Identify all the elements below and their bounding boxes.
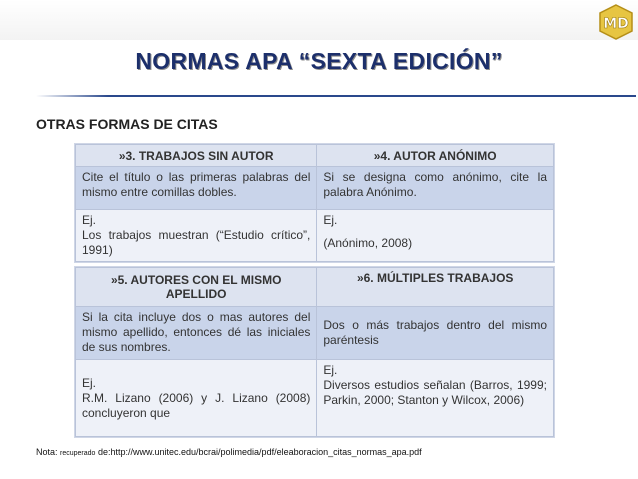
description-trabajos-sin-autor: Cite el título o las primeras palabras del mismo entre comillas dobles. bbox=[76, 167, 317, 210]
header-autores-mismo-apellido: »5. AUTORES CON EL MISMO APELLIDO bbox=[76, 268, 317, 307]
note-url: de:http://www.unitec.edu/bcrai/polimedia/pdf/eleaboracion_citas_normas_apa.pdf bbox=[97, 447, 422, 457]
example-multiples-trabajos bbox=[317, 360, 554, 437]
table-header-row bbox=[76, 268, 554, 307]
table-row-example bbox=[76, 210, 554, 262]
example-text: (Anónimo, 2008) bbox=[323, 236, 413, 250]
description-autor-anonimo: Si se designa como anónimo, cite la palabra Anónimo. bbox=[317, 167, 554, 210]
example-autores-mismo-apellido bbox=[76, 360, 317, 437]
top-band bbox=[0, 0, 638, 40]
header-multiples-trabajos: »6. MÚLTIPLES TRABAJOS bbox=[317, 268, 554, 307]
section-subtitle: OTRAS FORMAS DE CITAS bbox=[36, 116, 218, 132]
description-multiples-trabajos: Dos o más trabajos dentro del mismo paréntesis bbox=[317, 307, 554, 360]
note-prefix: Nota: bbox=[36, 447, 58, 457]
example-text: Diversos estudios señalan (Barros, 1999; Parkin, 2000; Stanton y Wilcox, 2006) bbox=[323, 378, 547, 407]
header-trabajos-sin-autor: »3. TRABAJOS SIN AUTOR bbox=[76, 145, 317, 167]
table-header-row bbox=[76, 145, 554, 167]
example-text: R.M. Lizano (2006) y J. Lizano (2008) concluyeron que bbox=[82, 390, 311, 420]
citation-table-2 bbox=[74, 266, 555, 438]
note-recuperado: recuperado bbox=[60, 450, 96, 457]
description-autores-mismo-apellido: Si la cita incluye dos o mas autores del mismo apellido, entonces dé las iniciales de sus nombres. bbox=[76, 307, 317, 360]
table-row-description bbox=[76, 167, 554, 210]
example-text: Los trabajos muestran (“Estudio crítico”, 1991) bbox=[82, 228, 311, 257]
logo-text: MD bbox=[603, 16, 629, 32]
md-logo bbox=[598, 4, 634, 40]
table-row-description bbox=[76, 307, 554, 360]
header-autor-anonimo: »4. AUTOR ANÓNIMO bbox=[317, 145, 554, 167]
example-label: Ej. bbox=[323, 363, 338, 377]
example-label: Ej. bbox=[82, 375, 97, 390]
title-underline bbox=[36, 95, 636, 97]
example-label: Ej. bbox=[82, 213, 97, 227]
example-trabajos-sin-autor bbox=[76, 210, 317, 262]
example-autor-anonimo bbox=[317, 210, 554, 262]
citation-table-1 bbox=[74, 143, 555, 263]
example-label: Ej. bbox=[323, 213, 338, 227]
page-title: NORMAS APA “SEXTA EDICIÓN” bbox=[135, 48, 503, 74]
table-row-example bbox=[76, 360, 554, 437]
source-note bbox=[36, 447, 422, 457]
